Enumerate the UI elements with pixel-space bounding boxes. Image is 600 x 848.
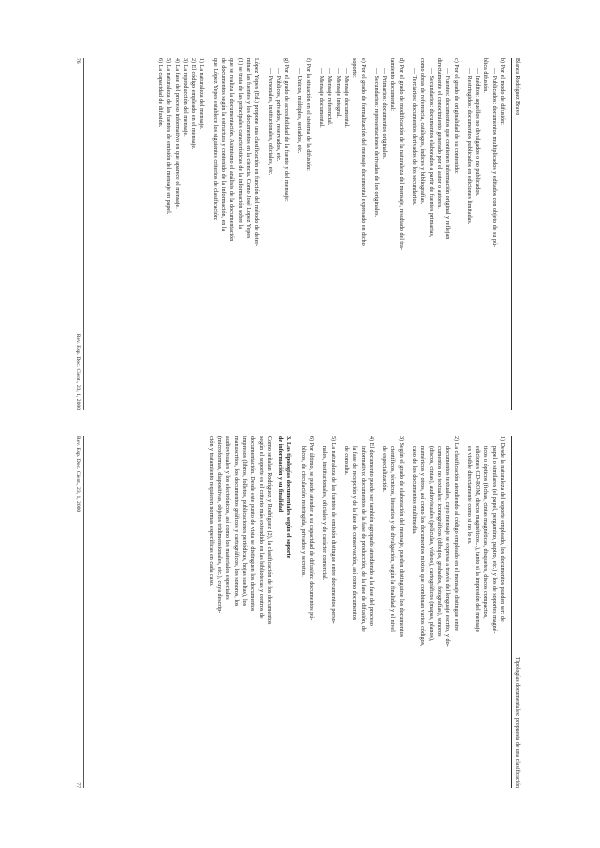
text-line: — Publicados: documentos multiplicados y editados con objeto de su pú- [490, 68, 497, 248]
text-line: como obras de referencia, catálogos, índices y bibliografías. [419, 58, 426, 205]
text-line: la fase de recepción y de la fase de conservación, así como documentos [351, 446, 358, 621]
section-paragraph [207, 436, 273, 788]
text-line: — Mensaje integral. [334, 68, 341, 118]
text-line: — Mensaje referencial. [326, 68, 333, 126]
text-line: 6) La capacidad de difusión. [157, 58, 164, 128]
text-line: que se realiza la documentación. Asimismo el análisis de la documentación [228, 58, 235, 242]
text-line: 1) La naturaleza del mensaje. [198, 58, 205, 130]
list-b [465, 58, 506, 410]
text-line: de información y su finalidad [277, 436, 284, 513]
text-line: (discos, cintas), audiovisuales (películas, vídeos), cartográficos (mapas, planos), [427, 446, 434, 642]
right-running-head-title: Tipologías documentales: propuesta de una clasificación [514, 657, 521, 788]
text-line: científicos, técnicos, literarios y de divulgación, según la finalidad y el nivel [389, 446, 396, 632]
text-line: documentación. Desde este punto de vista se distinguen los documentos [249, 436, 256, 612]
right-page-number: 77 [75, 782, 81, 788]
text-line: 3) Según el grado de elaboración del mensaje, pueden distinguirse los documentos [397, 436, 404, 638]
list-d [372, 58, 405, 410]
text-line: f) Por la situación en el sistema de la difusión: [304, 58, 311, 171]
right-page [72, 436, 528, 788]
section-title [276, 436, 293, 788]
list-g [265, 58, 290, 410]
text-line: — Secundarios: representaciones derivadas de los originales. [372, 68, 379, 218]
text-line: ción y tratamiento requieren normas específicas en cada caso. [207, 436, 214, 587]
text-line: — Mensaje documental. [318, 68, 325, 128]
text-line: cumentos no textuales: iconográficos (dibujos, grabados, fotografías), sonoros [435, 446, 442, 637]
text-line: manuscritos, los documentos gráficos y cartográficos, los sonoros, los [232, 436, 239, 607]
item-6 [298, 436, 315, 788]
text-line: 2) El código empleado en el mensaje. [190, 58, 197, 150]
text-line: documentos textuales, cuyo mensaje se expresa a través del lenguaje escrito, y do- [444, 446, 451, 647]
text-line: de documentos según la estructura y contenido de la información, en la [220, 58, 227, 232]
text-line: de consulta. [342, 446, 349, 476]
text-line: — Públicos, privados, reservados, etc. [274, 68, 281, 162]
text-line: (1) se trata de las principales características de la información sobre la [236, 58, 243, 230]
item-5 [320, 436, 337, 788]
text-line: minar las fuentes y los documentos en la ciencia. Como José Lopez Yepes [244, 58, 251, 239]
right-footer [74, 436, 84, 788]
text-line: g) Por el grado de accesibilidad de la fuente y del mensaje: [283, 58, 290, 202]
text-line: ticos o ópticos (fichas, cintas magnéticas, disquetes, discos compactos, [482, 446, 489, 619]
text-line: e) Por el grado de formalización del mensaje documental expresado en dicho [359, 58, 366, 246]
text-line: 5) La naturaleza de las fuentes de emisión del mensaje en papel. [165, 58, 172, 215]
right-footer-journal: Rev. Esp. Doc. Cient., 23, 1, 2000 [75, 436, 81, 513]
text-line: que López Yepes establece los siguientes criterios de clasificación: [211, 58, 218, 221]
text-line: según el soporte es el criterio más extendido en las bibliotecas y centros de [257, 436, 264, 619]
text-line: caso de los documentos multimedia. [411, 446, 418, 535]
text-line: numéricos y otros, así como los documentos mixtos que combinan varios códigos, [419, 446, 426, 647]
text-line: López Yepes (Ed.) propone una clasificación en función del método de deter- [253, 58, 260, 247]
left-paragraph [211, 58, 261, 410]
text-line: b) Por el modo de difusión: [499, 58, 505, 125]
text-line: — Mensaje documental. [342, 68, 349, 128]
numbered-criteria-list [156, 58, 206, 410]
left-page-body [151, 58, 506, 410]
text-line: tamiento documental: [389, 58, 396, 111]
text-line: Como señalan Rodríguez y Rodríguez (2), la clasificación de los documentos [265, 436, 272, 625]
left-page [72, 58, 528, 410]
list-e [317, 58, 367, 410]
text-line: — Personales, institucionales, oficiales, etc. [266, 68, 273, 176]
list-f [295, 58, 312, 410]
text-line: directamente el conocimiento generado por el autor o autores. [435, 58, 442, 209]
item-4 [342, 436, 375, 788]
right-running-head [511, 436, 522, 788]
item-2 [410, 436, 460, 788]
text-line: audiovisuales y los electrónicos, así como los materiales especiales [224, 436, 231, 600]
text-line: 4) La fase del proceso informativo en que aparece el mensaje. [173, 58, 180, 209]
item-1 [465, 436, 506, 788]
item-3 [380, 436, 405, 788]
text-line: es visible directamente como si no lo es. [465, 446, 472, 545]
text-line: (microformas, diapositivas, objetos tridimensionales, etc.), cuya descrip- [216, 436, 223, 614]
text-line: informativo: documentos de la fase de producción, de la fase de difusión, de [359, 446, 366, 632]
text-line: 6) Por último, se puede atender a su capacidad de difusión: documentos pú- [308, 436, 315, 621]
text-line: 1) Desde la naturaleza del soporte empleado, los documentos pueden ser: de [499, 436, 505, 622]
text-line: blicos, de circulación restringida, privados y secretos. [299, 446, 306, 577]
text-line: — Terciarios: documentos derivados de los secundarios. [411, 68, 418, 206]
text-line: 3) La reproducción del mensaje. [181, 58, 188, 137]
text-line: de especialización. [381, 446, 388, 493]
left-page-number: 76 [75, 58, 81, 64]
left-footer-rule [83, 58, 84, 410]
text-line: — Restringidos: documentos publicados en ediciones limitadas. [465, 68, 472, 225]
text-line: — Primarios: documentos originales. [381, 68, 388, 160]
text-line: papel o similares (el papel, pergamino, papiro, etc.) y los de soportes magné- [490, 446, 497, 634]
text-line: — Fuentes: documentos que contienen información original y reflejan [444, 68, 451, 240]
text-line: blica difusión. [482, 58, 489, 93]
text-line: impresos (libros, folletos, publicaciones periódicas, hojas sueltas), los [240, 436, 247, 607]
text-line: 3. Las tipologías documentales según el soporte [285, 436, 292, 559]
left-running-head [511, 58, 522, 410]
text-line: c) Por el grado de originalidad de su contenido: [452, 58, 459, 174]
document-spread [72, 58, 528, 790]
text-line: ediciones CD-ROM, discos magnéticos...), tanto si la impresión del mensaje [474, 446, 481, 633]
text-line: nales, institucionales, oficiales y de carácter comercial. [321, 446, 328, 581]
text-line: — Inéditos: aquellos no divulgados o no publicados. [474, 68, 481, 197]
left-footer-journal: Rev. Esp. Doc. Cient., 23, 1, 2000 [75, 333, 81, 410]
text-line: 5) La naturaleza de las fuentes de emisión distingue entre documentos perso- [329, 436, 336, 624]
right-footer-rule [83, 436, 84, 788]
right-page-body [202, 436, 507, 788]
text-line: — Unicos, múltiples, seriados, etc. [296, 68, 303, 154]
text-line: — Secundarios: documentos elaborados a partir de fuentes primarias, [427, 68, 434, 238]
text-line: 4) El documento puede ser también agrupado atendiendo a la fase del proceso [367, 436, 374, 626]
text-line: 2) La clasificación atendiendo al código empleado en el mensaje distingue entre [452, 436, 459, 632]
text-line: soporte: [351, 58, 358, 78]
left-running-head-author: Blanca Rodríguez Bravo [514, 58, 521, 116]
list-c [410, 58, 460, 410]
left-footer [74, 58, 84, 410]
text-line: d) Por el grado de modificación de la naturaleza del mensaje, resultado del tra- [397, 58, 404, 250]
